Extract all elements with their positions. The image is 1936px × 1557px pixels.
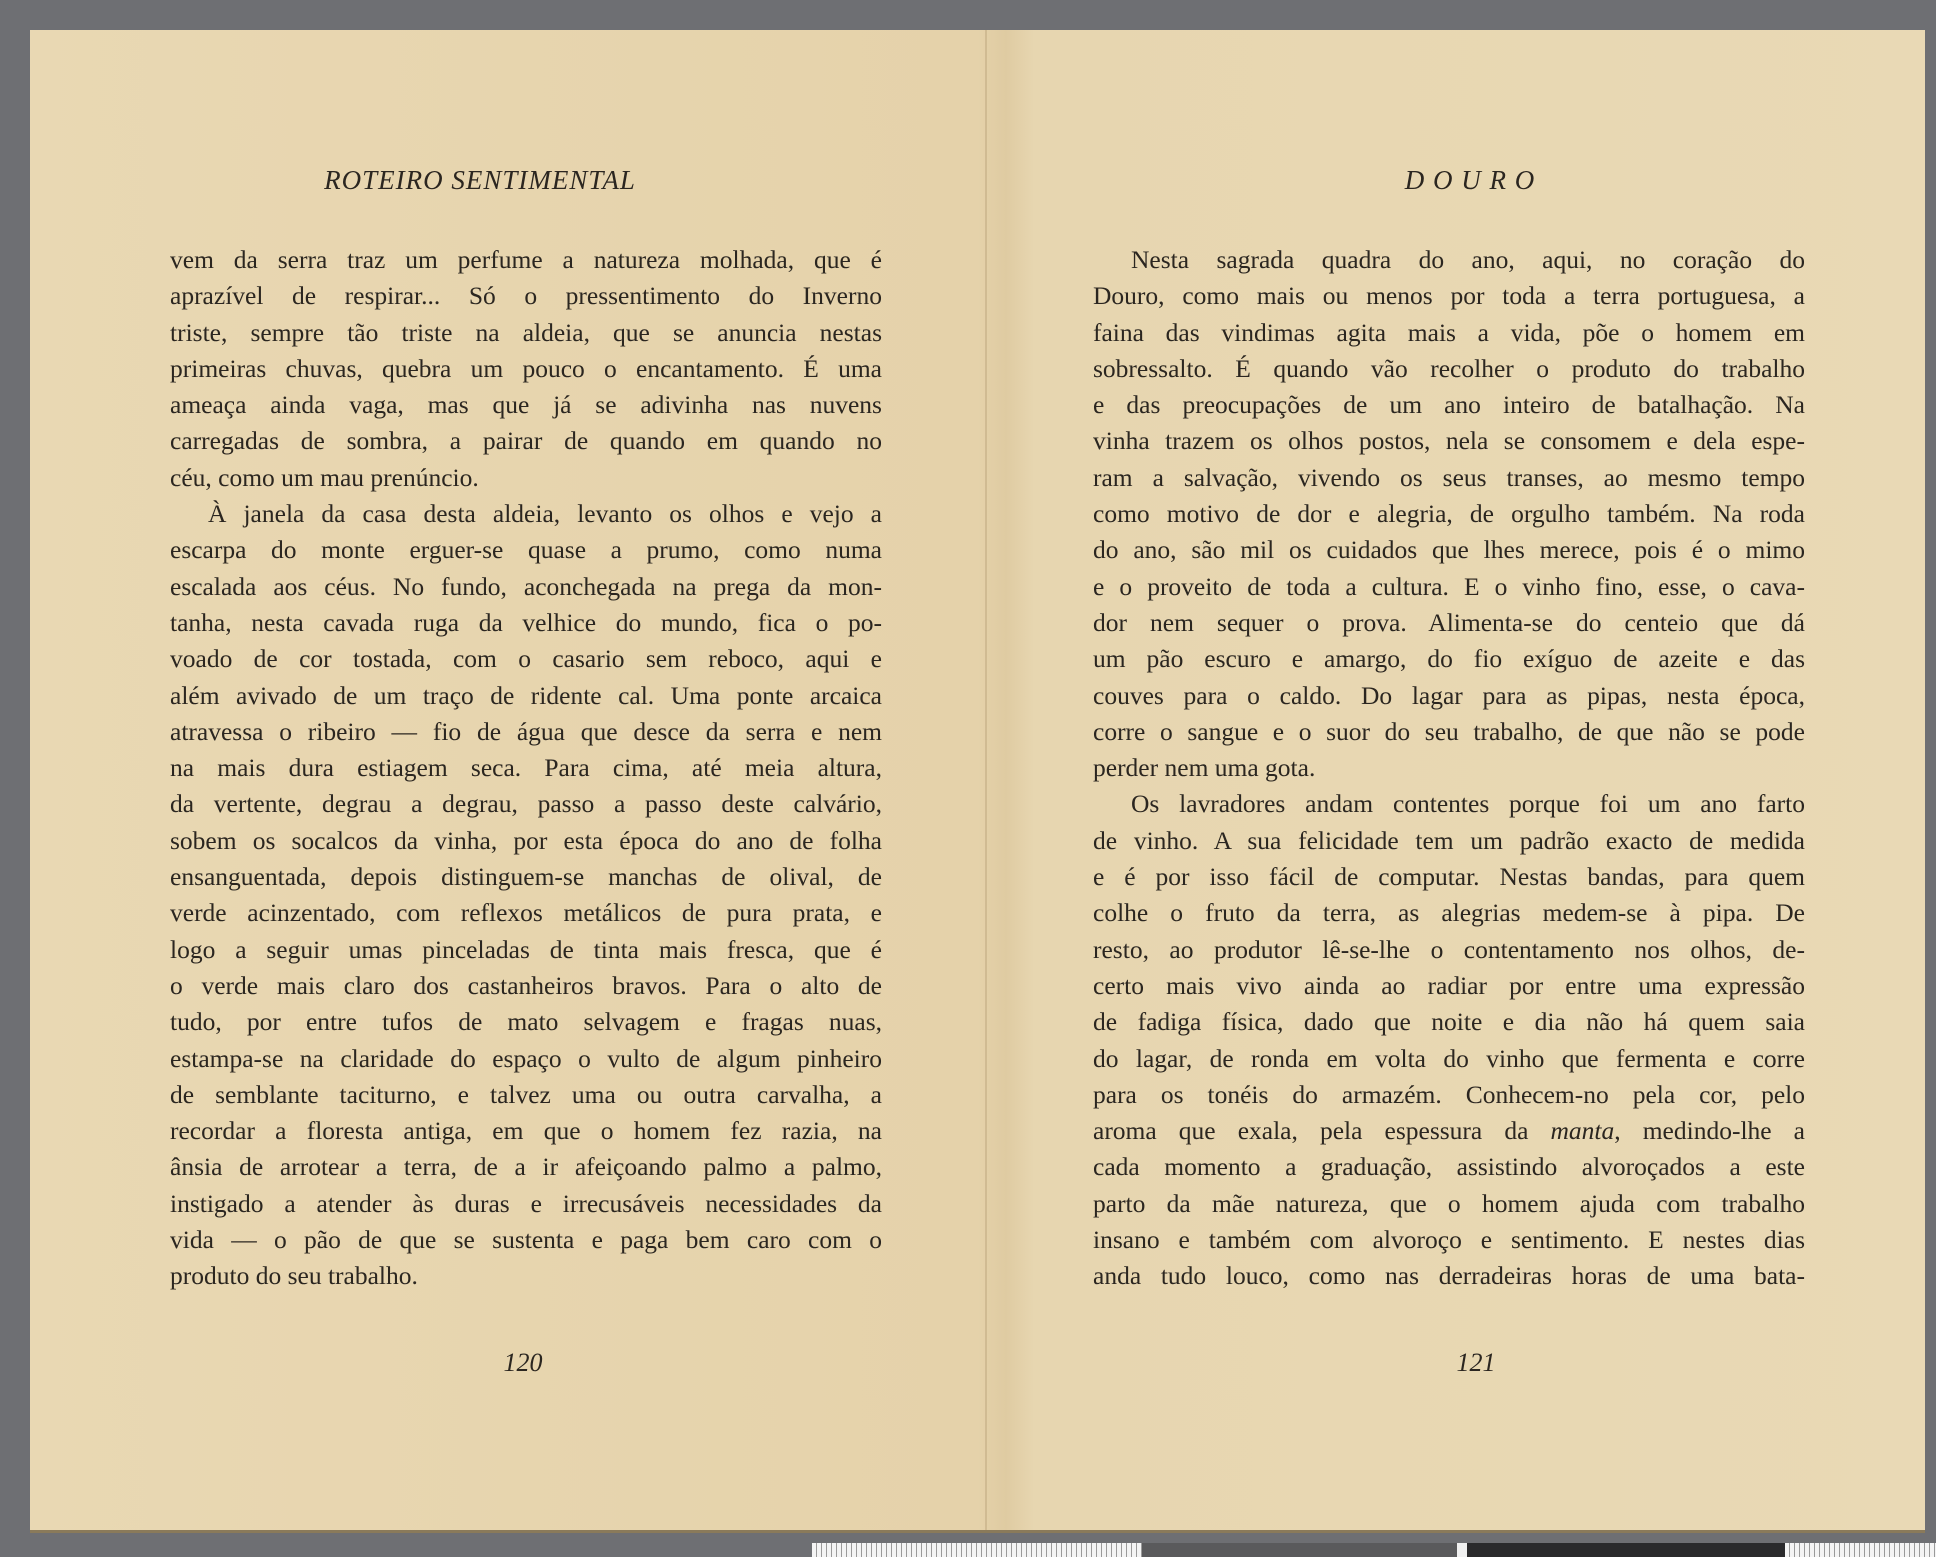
text-line: e das preocupações de um ano inteiro de batalhação. Na: [1093, 390, 1805, 420]
text-line: de semblante taciturno, e talvez uma ou outra carvalha, a: [170, 1079, 882, 1109]
text-line: couves para o caldo. Do lagar para as pipas, nesta época,: [1093, 680, 1805, 710]
text-line: triste, sempre tão triste na aldeia, que se anuncia nestas: [170, 317, 882, 347]
text-line: vem da serra traz um perfume a natureza molhada, que é: [170, 245, 882, 274]
text-line: do lagar, de ronda em volta do vinho que fermenta e corre: [1093, 1043, 1805, 1073]
page-text: [170, 242, 882, 1295]
text-line: de vinho. A sua felicidade tem um padrão exacto de medida: [1093, 825, 1805, 855]
text-line: À janela da casa desta aldeia, levanto os olhos e vejo a: [208, 499, 882, 529]
text-line: como motivo de dor e alegria, de orgulho também. Na roda: [1093, 499, 1805, 529]
text-line: resto, ao produtor lê-se-lhe o contentamento nos olhos, de-: [1093, 934, 1805, 964]
text-line: tanha, nesta cavada ruga da velhice do mundo, fica o po-: [170, 607, 882, 637]
text-line: carregadas de sombra, a pairar de quando em quando no: [170, 426, 882, 456]
text-line: ensanguentada, depois distinguem-se manchas de olival, de: [170, 862, 882, 892]
text-line: vinha trazem os olhos postos, nela se consomem e dela espe-: [1093, 426, 1805, 456]
text-line: escarpa do monte erguer-se quase a prumo, como numa: [170, 535, 882, 565]
text-line: parto da mãe natureza, que o homem ajuda com trabalho: [1093, 1188, 1805, 1218]
text-line: Douro, como mais ou menos por toda a terra portuguesa, a: [1093, 281, 1805, 311]
running-head: ROTEIRO SENTIMENTAL: [324, 165, 636, 195]
text-line: primeiras chuvas, quebra um pouco o encantamento. É uma: [170, 353, 882, 383]
text-line: anda tudo louco, como nas derradeiras horas de uma bata-: [1093, 1261, 1805, 1291]
text-line: para os tonéis do armazém. Conhecem-no pela cor, pelo: [1093, 1079, 1805, 1109]
text-line: sobem os socalcos da vinha, por esta época do ano de folha: [170, 825, 882, 855]
text-line: e o proveito de toda a cultura. E o vinho fino, esse, o cava-: [1093, 571, 1805, 601]
text-line: Nesta sagrada quadra do ano, aqui, no coração do: [1131, 245, 1805, 274]
book-spread: [30, 30, 1925, 1533]
text-line: perder nem uma gota.: [1093, 753, 1316, 783]
text-line: voado de cor tostada, com o casario sem reboco, aqui e: [170, 644, 882, 674]
text-line: do ano, são mil os cuidados que lhes merece, pois é o mimo: [1093, 535, 1805, 565]
book-gutter: [985, 30, 987, 1530]
text-line: de fadiga física, dado que noite e dia não há quem saia: [1093, 1007, 1805, 1037]
text-line: da vertente, degrau a degrau, passo a passo deste calvário,: [170, 789, 882, 819]
text-line: aroma que exala, pela espessura da manta, medindo-lhe a: [1093, 1116, 1806, 1146]
text-line: colhe o fruto da terra, as alegrias medem-se à pipa. De: [1093, 898, 1805, 928]
text-line: e é por isso fácil de computar. Nestas bandas, para quem: [1093, 862, 1805, 892]
text-line: produto do seu trabalho.: [170, 1261, 418, 1291]
text-line: insano e também com alvoroço e sentimento. E nestes dias: [1093, 1225, 1805, 1255]
text-line: verde acinzentado, com reflexos metálicos de pura prata, e: [170, 898, 882, 928]
text-line: ram a salvação, vivendo os seus transes, ao mesmo tempo: [1093, 462, 1805, 492]
running-head: D O U R O: [1404, 165, 1536, 195]
text-line: logo a seguir umas pinceladas de tinta mais fresca, que é: [170, 934, 882, 964]
text-line: cada momento a graduação, assistindo alvoroçados a este: [1093, 1152, 1805, 1182]
text-line: Os lavradores andam contentes porque foi um ano farto: [1131, 789, 1805, 819]
text-line: céu, como um mau prenúncio.: [170, 462, 479, 492]
text-line: vida — o pão de que se sustenta e paga bem caro com o: [170, 1225, 882, 1255]
text-line: dor nem sequer o prova. Alimenta-se do centeio que dá: [1093, 607, 1805, 637]
page-text: [1093, 242, 1805, 1295]
text-line: na mais dura estiagem seca. Para cima, até meia altura,: [170, 753, 882, 783]
left-page: [30, 30, 980, 1530]
text-line: sobressalto. É quando vão recolher o produto do trabalho: [1093, 353, 1805, 383]
text-line: estampa-se na claridade do espaço o vulto de algum pinheiro: [170, 1043, 882, 1073]
text-line: escalada aos céus. No fundo, aconchegada na prega da mon-: [170, 571, 882, 601]
text-line: ameaça ainda vaga, mas que já se adivinha nas nuvens: [170, 390, 882, 420]
text-line: ânsia de arrotear a terra, de a ir afeiçoando palmo a palmo,: [170, 1152, 882, 1182]
text-line: faina das vindimas agita mais a vida, põe o homem em: [1093, 317, 1805, 347]
right-page: [990, 30, 1936, 1530]
text-line: um pão escuro e amargo, do fio exíguo de azeite e das: [1093, 644, 1805, 674]
text-line: o verde mais claro dos castanheiros bravos. Para o alto de: [170, 970, 882, 1000]
page-number: 121: [1456, 1348, 1496, 1377]
text-line: certo mais vivo ainda ao radiar por entre uma expressão: [1093, 970, 1805, 1000]
text-line: aprazível de respirar... Só o pressentimento do Inverno: [170, 281, 882, 311]
text-line: recordar a floresta antiga, em que o homem fez razia, na: [170, 1116, 882, 1146]
text-line: atravessa o ribeiro — fio de água que desce da serra e nem: [170, 716, 882, 746]
text-line: corre o sangue e o suor do seu trabalho, de que não se pode: [1093, 716, 1805, 746]
text-line: instigado a atender às duras e irrecusáveis necessidades da: [170, 1188, 882, 1218]
emphasized-word: manta: [1550, 1116, 1615, 1146]
text-line: tudo, por entre tufos de mato selvagem e fragas nuas,: [170, 1007, 882, 1037]
text-line: além avivado de um traço de ridente cal. Uma ponte arcaica: [170, 680, 882, 710]
page-number: 120: [503, 1348, 543, 1377]
